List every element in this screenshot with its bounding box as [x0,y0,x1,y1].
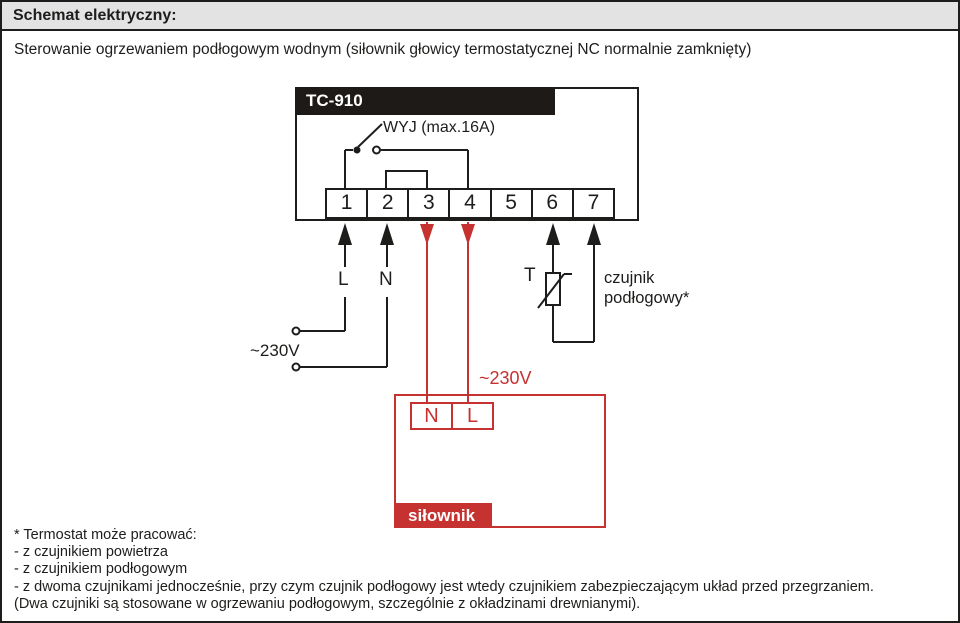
actuator-name-badge [394,503,492,528]
terminal-6: 6 [533,190,574,217]
label-N: N [379,269,393,290]
supply-terminal-dot-L [293,328,300,335]
supply-voltage-label: ~230V [250,341,300,360]
footnote-line: - z dwoma czujnikami jednocześnie, przy czym czujnik podłogowy jest wtedy czujnikiem zabezpieczającym układ przed przegrzaniem. [14,578,874,595]
footnotes [14,527,874,613]
footnote-line: (Dwa czujniki są stosowane w ogrzewaniu podłogowym, szczególnie z okładzinami drewnianymi). [14,595,641,612]
header-bar [2,2,958,31]
terminal-strip [325,188,615,219]
wire-actuator-n [420,222,434,403]
actuator-terminal-l: L [466,405,479,427]
device-name-bar [295,87,555,115]
arrow-up-terminal-6 [546,223,560,245]
actuator-box [394,394,606,528]
label-T: T [524,265,536,286]
terminal-5: 5 [492,190,533,217]
arrow-down-terminal-3 [420,224,434,245]
terminal-4: 4 [450,190,491,217]
thermostat-box [295,87,639,221]
device-name: TC-910 [306,91,363,110]
wire-floor-sensor [546,223,601,342]
arrow-up-terminal-1 [338,223,352,245]
wire-actuator-l [461,222,475,403]
actuator-name: siłownik [408,506,476,525]
terminal-3: 3 [409,190,450,217]
output-label: WYJ (max.16A) [383,119,496,136]
supply-terminal-dot-N [293,364,300,371]
actuator-terminal-n: N [412,404,453,428]
page-title: Schemat elektryczny: [13,7,177,24]
floor-sensor-label [604,268,689,308]
actuator-terminal-strip [410,402,494,430]
thermistor-icon [538,273,572,308]
actuator-voltage-label: ~230V [479,368,532,388]
wire-N [293,223,395,371]
label-L: L [338,269,349,290]
diagram-subtitle: Sterowanie ogrzewaniem podłogowym wodnym (siłownik głowicy termostatycznej NC normalnie zamknięty) [14,41,752,58]
arrow-down-terminal-4 [461,224,475,245]
terminal-7: 7 [587,191,600,214]
footnote-line: - z czujnikiem powietrza [14,544,168,561]
footnote-line: - z czujnikiem podłogowym [14,561,188,578]
arrow-up-terminal-2 [380,223,394,245]
terminal-1: 1 [327,190,368,217]
footnote-line: * Termostat może pracować: [14,527,197,543]
terminal-2: 2 [368,190,409,217]
arrow-up-terminal-7 [587,223,601,245]
floor-sensor-label-line1: czujnik [604,269,655,287]
floor-sensor-label-line2: podłogowy* [604,289,690,307]
